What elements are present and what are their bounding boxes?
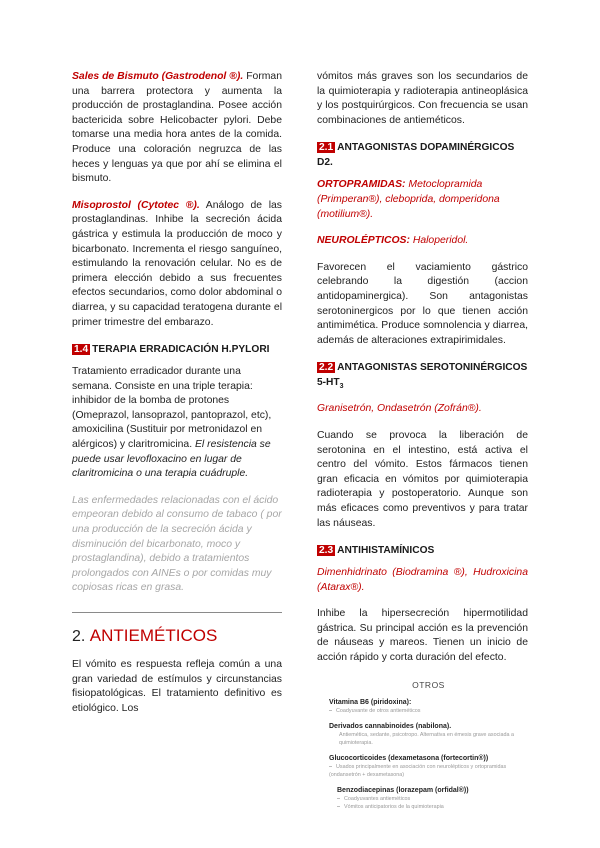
section-heading-2-3 [317, 543, 528, 558]
tratamiento-text: Tratamiento erradicador durante una semana. Consiste en una triple terapia: inhibidor de la bomba de protones (Omeprazol, lansoprazol, pantoprazol, etc), amoxicilina (Sustituir por metronidazol en alérgicos) y claritromicina. [72, 366, 272, 451]
otros-bullet-text: Coadyuvantes antieméticos [344, 796, 411, 803]
serotonin-text: Cuando se provoca la liberación de serotonina en el intestino, está activa el centro del vómito. Estos fármacos tienen gran eficacia en vómitos por quimioterapia radioterapia y postoperatorio. Aunque son más eficaces como preventivos y para tratar las náuseas. [317, 429, 528, 529]
section-number-2-2: 2.2 [319, 362, 334, 374]
otros-title: OTROS [412, 679, 445, 690]
ortopramidas-label: ORTOPRAMIDAS: [317, 179, 406, 191]
otros-item-bullet: – Vómitos anticipatorios de la quimioterapia [337, 803, 444, 810]
otros-item-head: Glucocorticoides (dexametasona (fortecortin®)) [329, 755, 489, 763]
section-title-2-1: ANTAGONISTAS DOPAMINÉRGICOS D2. [317, 142, 515, 169]
otros-box [317, 680, 528, 812]
d2-text: Favorecen el vaciamiento gástrico celebrando la digestión (accion antidopaminergica). Son antagonistas serotoninergicos por lo que tienen acción antimimética. Produce somnolencia y diarrea, además de alteraciones extrapirimidales. [317, 261, 528, 346]
section-heading-1-4 [72, 342, 282, 357]
section-number-2: 2. [72, 628, 86, 645]
otros-item [329, 786, 528, 811]
section-title-2-2-sub: 3 [339, 383, 344, 391]
misoprostol-text: Análogo de las prostaglandinas. Inhibe la secreción ácida gástrica y estimula la producción de moco y bicarbonato. Incrementa el riesgo sanguíneo, estimulando la renovación celular. No es de primera elección debido a sus frecuentes efectos secundarios, como dolor abdominal o diarrea, y su capacidad teratogena durante el primer trimestre del embarazo. [72, 199, 283, 328]
otros-item-bullet: – Usados principalmente en asociación con neurolépticos y ortopramidas (ondansetrón + dexametasona) [329, 764, 507, 778]
otros-item-bullet: – Coadyuvantes antieméticos [337, 796, 411, 803]
otros-item-head: Derivados cannabinoides (nabilona). [329, 723, 452, 731]
left-column [72, 70, 282, 716]
note-paragraph: Las enfermedades relacionadas con el ácido empeoran debido al consumo de tabaco ( por una producción de la secreción ácida y disminución del bicarbonato, moco y prostaglandina), debido a tratamientos prolongados con AINEs o por comidas muy copiosas ricas en grasa. [72, 494, 282, 594]
otros-item-bullet: – Coadyuvante de otros antieméticos [329, 707, 421, 714]
antiemeticos-intro: El vómito es respuesta refleja común a una gran variedad de estímulos y circunstancias fisiopatológicas. El tratamiento definitivo es etiológico. Los [72, 659, 282, 714]
right-column [317, 70, 528, 818]
sales-bismuto-title: Sales de Bismuto (Gastrodenol ®). [72, 71, 244, 82]
otros-item [329, 722, 528, 747]
misoprostol-title: Misoprostol (Cytotec ®). [72, 199, 200, 211]
otros-item-head: Vitamina B6 (piridoxina): [329, 698, 412, 706]
antihistaminicos-text: Inhibe la hipersecreción hipermotilidad gástrica. Su principal acción es la prevención de náuseas y mareos. Tienen un inicio de acción rápido y corta duración del efecto. [317, 608, 528, 664]
ortopramidas-paragraph [317, 178, 528, 222]
tratamiento-italic: El resistencia se puede usar levofloxacino en lugar de claritromicina o una terapia cuádruple. [72, 439, 271, 480]
section-title-2: ANTIEMÉTICOS [89, 626, 218, 645]
section-divider [72, 612, 282, 613]
neurolepticos-text: Haloperidol. [409, 235, 469, 247]
section-heading-2-2 [317, 360, 528, 394]
otros-item-sub: Antiemética, sedante, psicotropo. Alternativa en émesis grave asociada a quimioterapia. [339, 732, 514, 746]
otros-item [329, 754, 528, 779]
ortopramidas-text: Metoclopramida (Primperan®), cleboprida, domperidona (motilium®). [317, 179, 500, 220]
antihistaminicos-list: Dimenhidrinato (Biodramina ®), Hudroxicina (Atarax®). [317, 567, 528, 593]
tratamiento-paragraph [72, 365, 282, 482]
otros-item-head: Benzodiacepinas (lorazepam (orfidal®)) [337, 787, 469, 795]
section-heading-2 [72, 625, 282, 648]
section-title-2-3: ANTIHISTAMÍNICOS [337, 545, 435, 557]
section-title-1-4: TERAPIA ERRADICACIÓN H.PYLORI [92, 344, 270, 356]
section-number-1-4: 1.4 [74, 344, 89, 356]
section-heading-2-1 [317, 140, 528, 170]
sales-bismuto-text: Forman una barrera protectora y aumenta la producción de prostaglandina. Posee acción bactericida sobre Helicobacter pylori. Debe tomarse una media hora antes de la comida. Produce una coloración negruzca de las heces y lenguas ya que por ahí se elimina el bismuto. [72, 71, 282, 185]
section-number-2-3: 2.3 [319, 545, 334, 557]
intro-continuation: vómitos más graves son los secundarios de la quimioterapia y radioterapia antineoplásica y los postquirúrgicos. Con frecuencia se usan combinaciones de antieméticos. [317, 71, 528, 126]
setrones-list: Granisetrón, Ondasetrón (Zofrán®). [317, 403, 482, 415]
otros-bullet-text: Coadyuvante de otros antieméticos [336, 707, 421, 714]
otros-bullet-text: Vómitos anticipatorios de la quimioterapia [344, 803, 444, 810]
section-number-2-1: 2.1 [319, 142, 334, 154]
neurolepticos-label: NEUROLÉPTICOS: [317, 235, 410, 247]
section-title-2-2: ANTAGONISTAS SEROTONINÉRGICOS 5-HT [317, 362, 528, 389]
misoprostol-paragraph [72, 199, 282, 330]
otros-item [329, 698, 528, 716]
otros-bullet-text: Usados principalmente en asociación con neurolépticos y ortopramidas (ondansetrón + dexametasona) [329, 764, 507, 778]
neurolepticos-paragraph [317, 234, 528, 249]
sales-bismuto-paragraph [72, 70, 282, 187]
